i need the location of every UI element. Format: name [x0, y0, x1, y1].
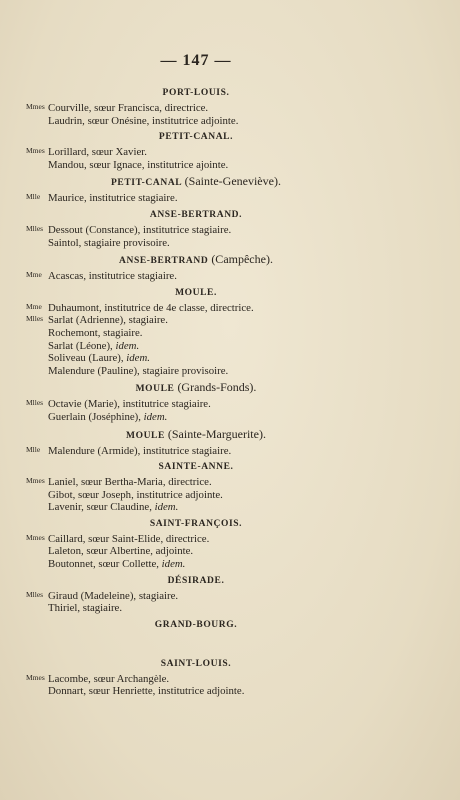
entry-idem: idem.: [161, 558, 186, 571]
honorific-title: Mlle: [26, 444, 41, 454]
entry-text: Boutonnet, sœur Collette,: [48, 558, 162, 571]
entry-text: Donnart, sœur Henriette, institutrice adjointe.: [48, 685, 245, 698]
honorific-title: Mme: [26, 270, 42, 280]
entry-text: Saintol, stagiaire provisoire.: [48, 236, 170, 249]
entry-line: [26, 159, 336, 172]
section-11: [26, 618, 336, 632]
section-4: [26, 252, 336, 283]
honorific-title: Mlles: [26, 398, 44, 408]
entry-line: [26, 489, 336, 502]
entry-line: [26, 685, 336, 698]
entry-text: Malendure (Pauline), stagiaire provisoire.: [48, 364, 229, 377]
entry-line: [26, 237, 336, 250]
entry-line: [26, 146, 336, 159]
section-7: [26, 427, 336, 458]
section-heading: [56, 130, 336, 144]
entry-text: Courville, sœur Francisca, directrice.: [48, 102, 209, 114]
section-heading: [56, 208, 336, 222]
entry-text: Giraud (Madeleine), stagiaire.: [48, 589, 179, 602]
section-heading: [56, 380, 336, 396]
section-heading: [56, 657, 336, 671]
entry-text: Sarlat (Adrienne), stagiaire.: [48, 314, 168, 327]
entry-line: [26, 102, 336, 115]
section-heading-text: SAINT-FRANÇOIS.: [149, 518, 243, 529]
section-heading-text: SAINTE-ANNE.: [158, 462, 234, 473]
entry-text: Mandou, sœur Ignace, institutrice ajointe.: [48, 158, 229, 171]
entry-line: [26, 445, 336, 458]
section-gap: [26, 635, 336, 655]
honorific-title: Mmes: [26, 146, 45, 156]
entry-idem: idem.: [154, 501, 179, 514]
honorific-title: Mlles: [26, 314, 44, 324]
honorific-title: Mlle: [26, 192, 41, 202]
section-3: [26, 208, 336, 249]
entry-text: Octavie (Marie), institutrice stagiaire.: [48, 398, 211, 411]
entry-line: [26, 352, 336, 365]
entry-line: [26, 558, 336, 571]
section-heading-text: GRAND-BOURG.: [154, 619, 238, 630]
entry-text: Thiriel, stagiaire.: [48, 602, 123, 615]
entry-idem: idem.: [126, 352, 150, 365]
section-12: [26, 657, 336, 698]
entry-text: Laleton, sœur Albertine, adjointe.: [48, 545, 194, 558]
section-10: [26, 574, 336, 615]
section-9: [26, 517, 336, 571]
entry-text: Caillard, sœur Saint-Elide, directrice.: [48, 532, 210, 545]
honorific-title: Mmes: [26, 102, 45, 111]
entry-line: [26, 673, 336, 686]
entry-text: Lorillard, sœur Xavier.: [48, 146, 147, 159]
section-heading-text: ANSE-BERTRAND.: [149, 209, 243, 220]
section-6: [26, 380, 336, 423]
section-heading: [56, 460, 336, 474]
entry-text: Lacombe, sœur Archangèle.: [48, 672, 170, 685]
section-heading: [56, 86, 336, 100]
entry-line: [26, 545, 336, 558]
honorific-title: Mmes: [26, 476, 45, 486]
entry-line: [26, 476, 336, 489]
section-heading-text: PETIT-CANAL.: [158, 132, 234, 143]
section-5: [26, 286, 336, 378]
entry-line: [26, 302, 336, 315]
section-heading-text: PETIT-CANAL: [111, 178, 182, 189]
page-content: [26, 52, 336, 701]
entry-line: [26, 602, 336, 615]
section-heading: [56, 174, 336, 190]
section-heading-suffix: (Sainte-Marguerite).: [167, 426, 266, 441]
page-number: — 147 —: [160, 52, 232, 69]
entry-line: [26, 411, 336, 424]
section-heading-suffix: (Sainte-Geneviève).: [184, 174, 281, 189]
entry-text: Guerlain (Joséphine),: [48, 410, 144, 423]
section-2: [26, 174, 336, 205]
section-heading-text: ANSE-BERTRAND: [119, 256, 209, 267]
entry-text: Duhaumont, institutrice de 4e classe, directrice.: [48, 301, 254, 314]
entry-line: [26, 398, 336, 411]
entry-text: Gibot, sœur Joseph, institutrice adjointe.: [48, 488, 223, 501]
section-heading: [56, 517, 336, 531]
entry-line: [26, 590, 336, 603]
entry-line: [26, 270, 336, 283]
section-1: [26, 130, 336, 171]
entry-line: [26, 501, 336, 514]
section-heading: [56, 286, 336, 300]
section-heading-text: MOULE: [135, 384, 175, 395]
entry-idem: idem.: [115, 339, 140, 352]
entry-text: Maurice, institutrice stagiaire.: [48, 192, 178, 205]
entry-text: Laudrin, sœur Onésine, institutrice adjointe.: [48, 114, 239, 127]
section-heading-suffix: (Campêche).: [211, 252, 273, 267]
entry-text: Malendure (Armide), institutrice stagiaire.: [48, 444, 232, 457]
honorific-title: Mme: [26, 301, 42, 311]
section-heading-suffix: (Grands-Fonds).: [177, 380, 257, 395]
entry-line: [26, 314, 336, 327]
honorific-title: Mlles: [26, 223, 44, 233]
section-heading-text: PORT-LOUIS.: [162, 88, 230, 98]
entry-line: [26, 340, 336, 353]
entry-line: [26, 533, 336, 546]
honorific-title: Mmes: [26, 532, 45, 542]
section-heading: [56, 252, 336, 268]
section-8: [26, 460, 336, 514]
entry-text: Acascas, institutrice stagiaire.: [48, 270, 177, 283]
entry-line: [26, 115, 336, 128]
entry-text: Soliveau (Laure),: [48, 352, 127, 365]
entry-text: Rochemont, stagiaire.: [48, 326, 143, 339]
section-heading: [56, 574, 336, 588]
entry-idem: idem.: [143, 410, 168, 423]
sections-list: [26, 86, 336, 698]
honorific-title: Mmes: [26, 672, 45, 682]
entry-line: [26, 365, 336, 378]
section-heading-text: SAINT-LOUIS.: [160, 658, 232, 669]
entry-text: Lavenir, sœur Claudine,: [48, 501, 155, 514]
section-heading: [56, 427, 336, 443]
section-0: [26, 86, 336, 127]
entry-line: [26, 192, 336, 205]
entry-line: [26, 327, 336, 340]
entry-text: Dessout (Constance), institutrice stagiaire.: [48, 223, 232, 236]
honorific-title: Mlles: [26, 589, 44, 599]
entry-text: Laniel, sœur Bertha-Maria, directrice.: [48, 476, 212, 489]
section-heading-text: MOULE: [126, 430, 165, 441]
section-heading-text: DÉSIRADE.: [167, 575, 225, 586]
entry-line: [26, 224, 336, 237]
section-heading: [56, 618, 336, 632]
entry-text: Sarlat (Léone),: [48, 339, 116, 352]
section-heading-text: MOULE.: [175, 287, 217, 298]
